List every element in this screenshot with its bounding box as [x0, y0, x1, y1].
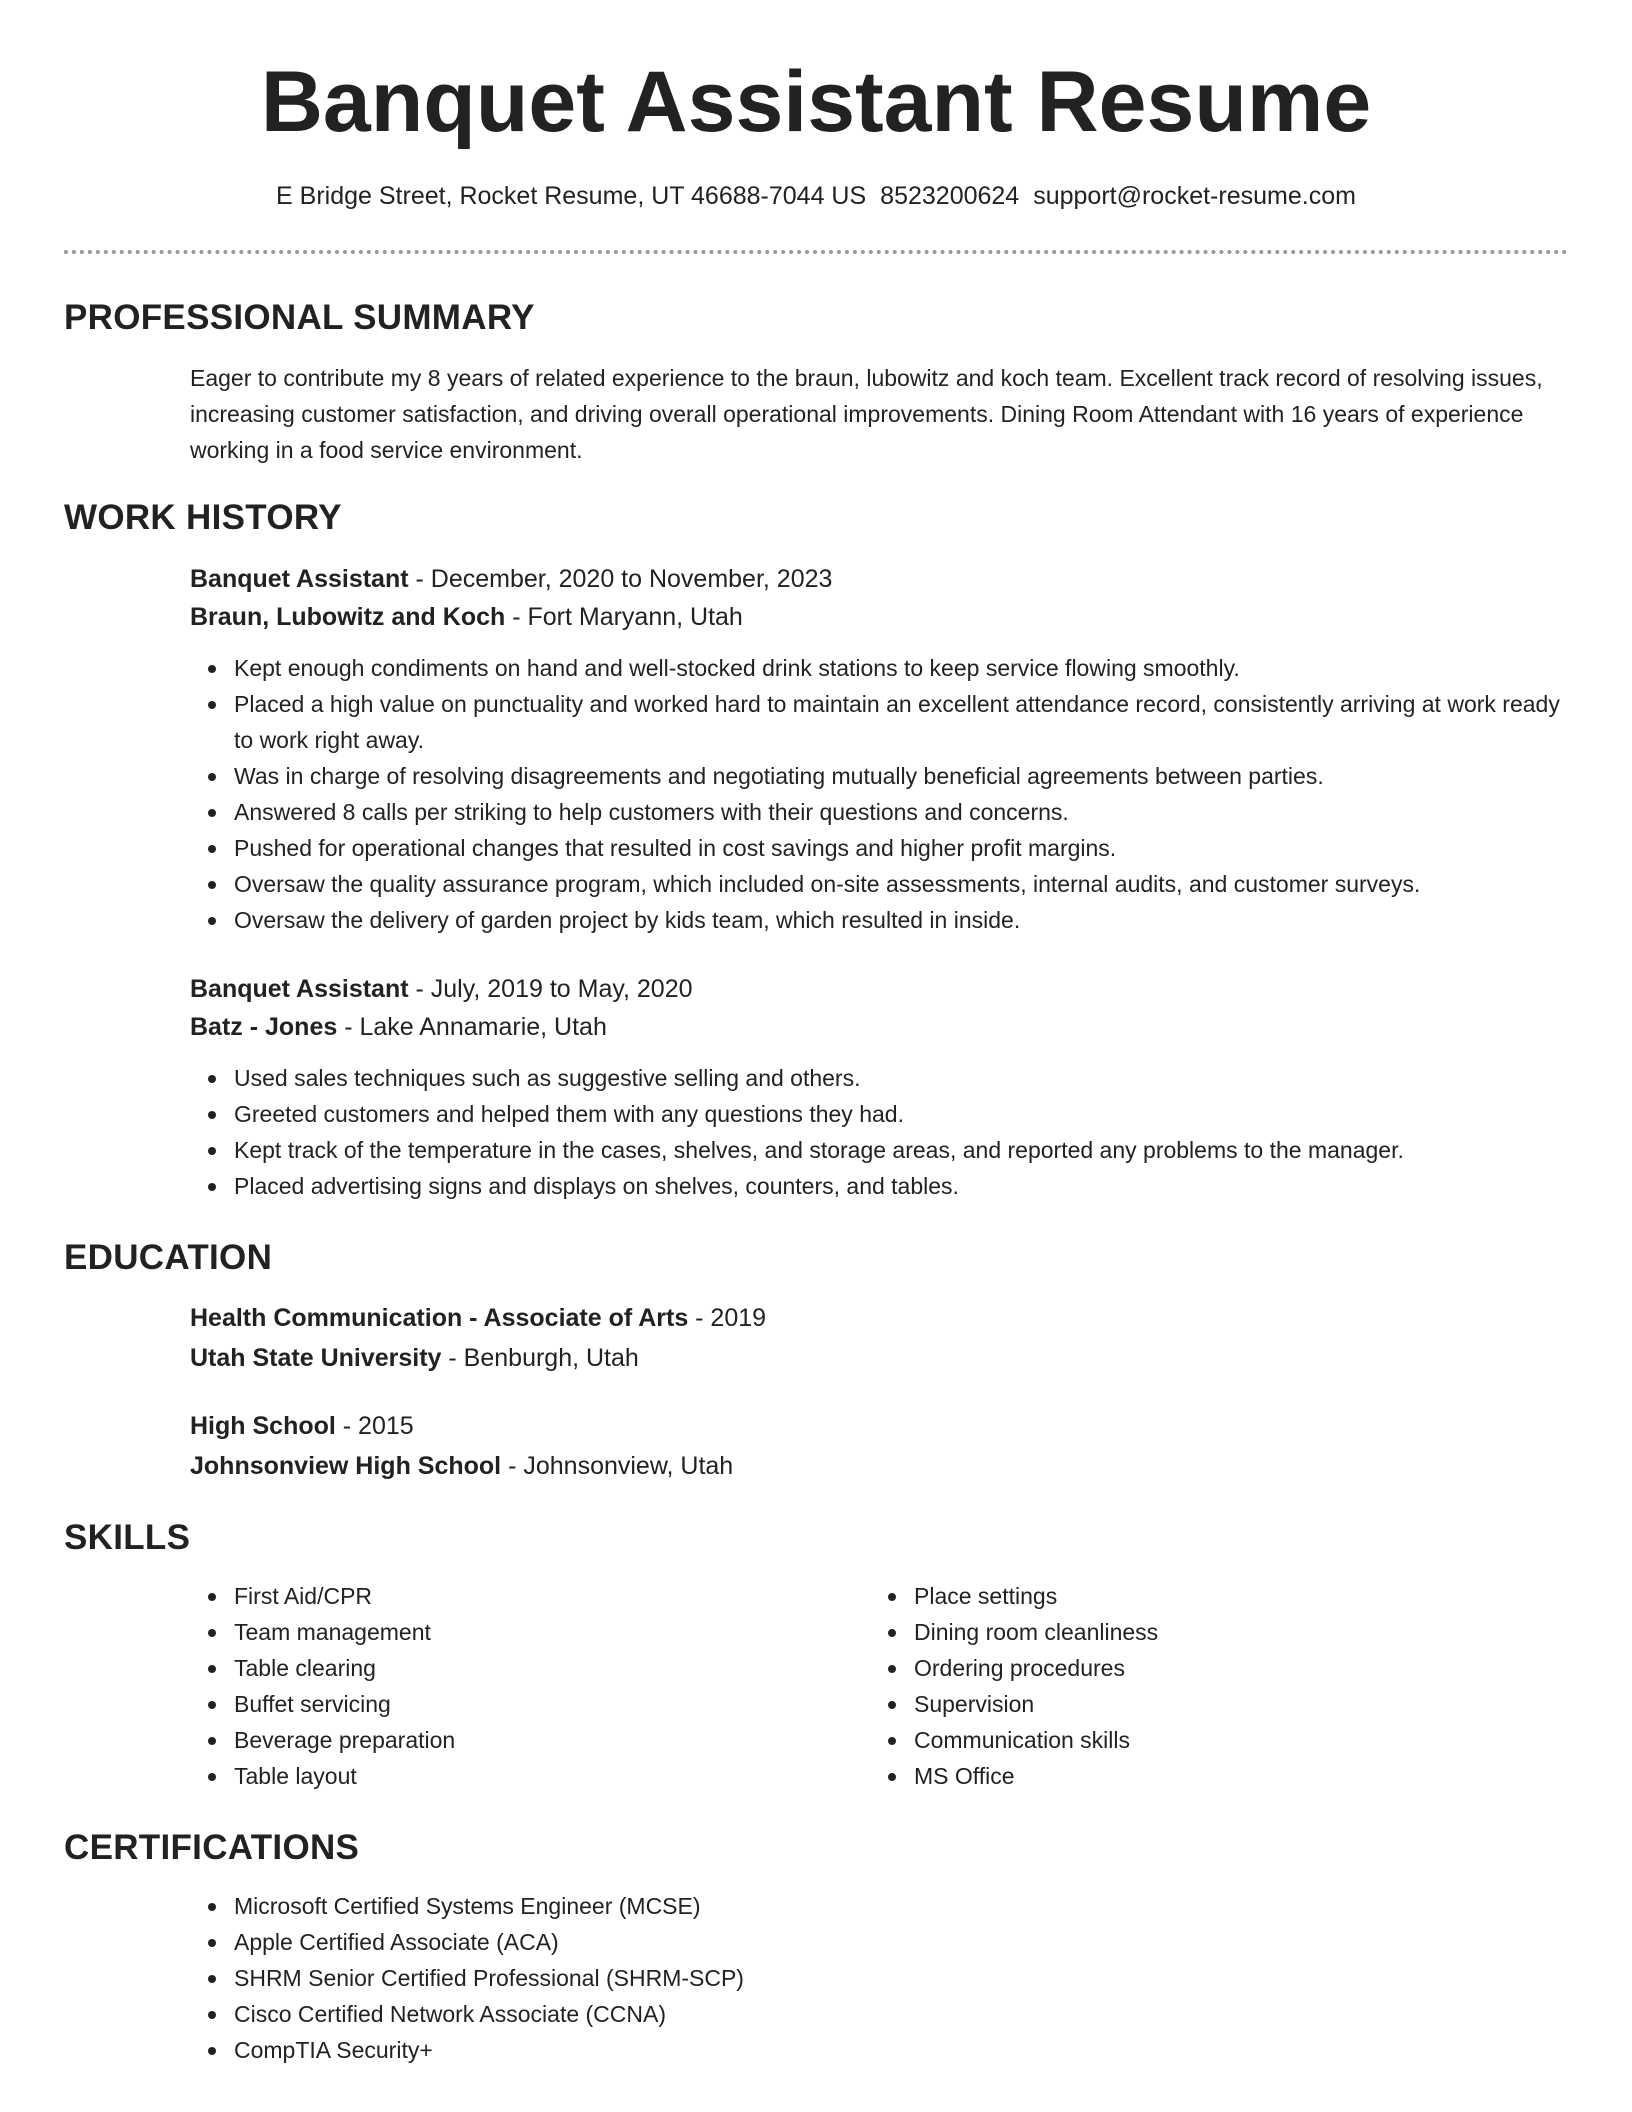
skill-item: MS Office — [914, 1758, 1550, 1794]
skill-item: Table clearing — [234, 1650, 870, 1686]
education-year: - 2019 — [688, 1304, 767, 1332]
job-entry — [190, 970, 1568, 1204]
resume-title: Banquet Assistant Resume — [260, 54, 1372, 150]
education-school: Johnsonview High School — [190, 1452, 502, 1480]
job-bullet: Oversaw the delivery of garden project by kids team, which resulted in inside. — [234, 902, 1568, 938]
certification-item: SHRM Senior Certified Professional (SHRM-SCP) — [234, 1960, 1568, 1996]
skill-item: First Aid/CPR — [234, 1578, 870, 1614]
education-degree: Health Communication - Associate of Arts — [190, 1304, 689, 1332]
education-school-line — [190, 1338, 1568, 1378]
section-heading-work: WORK HISTORY — [64, 498, 342, 537]
skill-item: Dining room cleanliness — [914, 1614, 1550, 1650]
contact-email: support@rocket-resume.com — [1033, 182, 1356, 210]
contact-address: E Bridge Street, Rocket Resume, UT 46688-7044 US — [276, 182, 867, 210]
job-bullet: Kept track of the temperature in the cases, shelves, and storage areas, and reported any problems to the manager. — [234, 1132, 1568, 1168]
skill-item: Place settings — [914, 1578, 1550, 1614]
job-bullet: Was in charge of resolving disagreements and negotiating mutually beneficial agreements between parties. — [234, 758, 1568, 794]
job-bullet: Placed advertising signs and displays on shelves, counters, and tables. — [234, 1168, 1568, 1204]
job-bullet: Used sales techniques such as suggestive selling and others. — [234, 1060, 1568, 1096]
job-title: Banquet Assistant — [190, 975, 409, 1003]
job-bullets — [190, 1060, 1568, 1204]
contact-line — [0, 180, 1632, 212]
job-bullet: Kept enough condiments on hand and well-stocked drink stations to keep service flowing smoothly. — [234, 650, 1568, 686]
section-heading-education: EDUCATION — [64, 1238, 273, 1277]
education-year: - 2015 — [335, 1412, 414, 1440]
job-title-line — [190, 560, 1568, 598]
job-location: - Fort Maryann, Utah — [505, 603, 743, 631]
section-heading-certifications: CERTIFICATIONS — [64, 1828, 360, 1867]
certifications-list — [190, 1888, 1568, 2068]
education-degree: High School — [190, 1412, 336, 1440]
job-company-line — [190, 598, 1568, 636]
skill-item: Beverage preparation — [234, 1722, 870, 1758]
education-school-line — [190, 1446, 1568, 1486]
section-heading-summary: PROFESSIONAL SUMMARY — [64, 298, 535, 337]
job-dates: - December, 2020 to November, 2023 — [408, 565, 833, 593]
education-location: - Benburgh, Utah — [441, 1344, 639, 1372]
certification-item: CompTIA Security+ — [234, 2032, 1568, 2068]
certification-item: Microsoft Certified Systems Engineer (MCSE) — [234, 1888, 1568, 1924]
job-company: Braun, Lubowitz and Koch — [190, 603, 506, 631]
skill-item: Table layout — [234, 1758, 870, 1794]
summary-text: Eager to contribute my 8 years of related experience to the braun, lubowitz and koch team. Excellent track record of resolving issues, increasing customer satisfaction, and driving overall operational improvements. Dining Room Attendant with 16 years of experience working in a food service environment. — [190, 365, 1543, 463]
contact-phone: 8523200624 — [880, 182, 1020, 210]
section-heading-skills: SKILLS — [64, 1518, 191, 1557]
education-section — [64, 1236, 1568, 1486]
skill-item: Buffet servicing — [234, 1686, 870, 1722]
job-dates: - July, 2019 to May, 2020 — [408, 975, 693, 1003]
job-title: Banquet Assistant — [190, 565, 409, 593]
education-degree-line — [190, 1406, 1568, 1446]
job-location: - Lake Annamarie, Utah — [337, 1013, 607, 1041]
job-bullet: Placed a high value on punctuality and worked hard to maintain an excellent attendance record, consistently arriving at work ready to work right away. — [234, 686, 1568, 758]
skill-item: Supervision — [914, 1686, 1550, 1722]
job-bullet: Answered 8 calls per striking to help customers with their questions and concerns. — [234, 794, 1568, 830]
job-bullets — [190, 650, 1568, 938]
skills-section — [64, 1516, 1568, 1794]
skill-item: Communication skills — [914, 1722, 1550, 1758]
skills-list-left — [190, 1578, 870, 1794]
certification-item: Apple Certified Associate (ACA) — [234, 1924, 1568, 1960]
skill-item: Ordering procedures — [914, 1650, 1550, 1686]
job-bullet: Oversaw the quality assurance program, which included on-site assessments, internal audits, and customer surveys. — [234, 866, 1568, 902]
job-company-line — [190, 1008, 1568, 1046]
summary-section — [64, 296, 1568, 468]
job-entry — [190, 560, 1568, 938]
job-title-line — [190, 970, 1568, 1008]
education-school: Utah State University — [190, 1344, 442, 1372]
header-divider — [64, 250, 1568, 254]
certification-item: Cisco Certified Network Associate (CCNA) — [234, 1996, 1568, 2032]
education-entry — [190, 1406, 1568, 1486]
skill-item: Team management — [234, 1614, 870, 1650]
skills-list-right — [870, 1578, 1550, 1794]
job-company: Batz - Jones — [190, 1013, 338, 1041]
skills-columns — [190, 1578, 1568, 1794]
certifications-section — [64, 1826, 1568, 2068]
education-location: - Johnsonview, Utah — [501, 1452, 734, 1480]
job-bullet: Greeted customers and helped them with any questions they had. — [234, 1096, 1568, 1132]
education-entry — [190, 1298, 1568, 1378]
education-degree-line — [190, 1298, 1568, 1338]
job-bullet: Pushed for operational changes that resulted in cost savings and higher profit margins. — [234, 830, 1568, 866]
work-history-section — [64, 496, 1568, 1204]
